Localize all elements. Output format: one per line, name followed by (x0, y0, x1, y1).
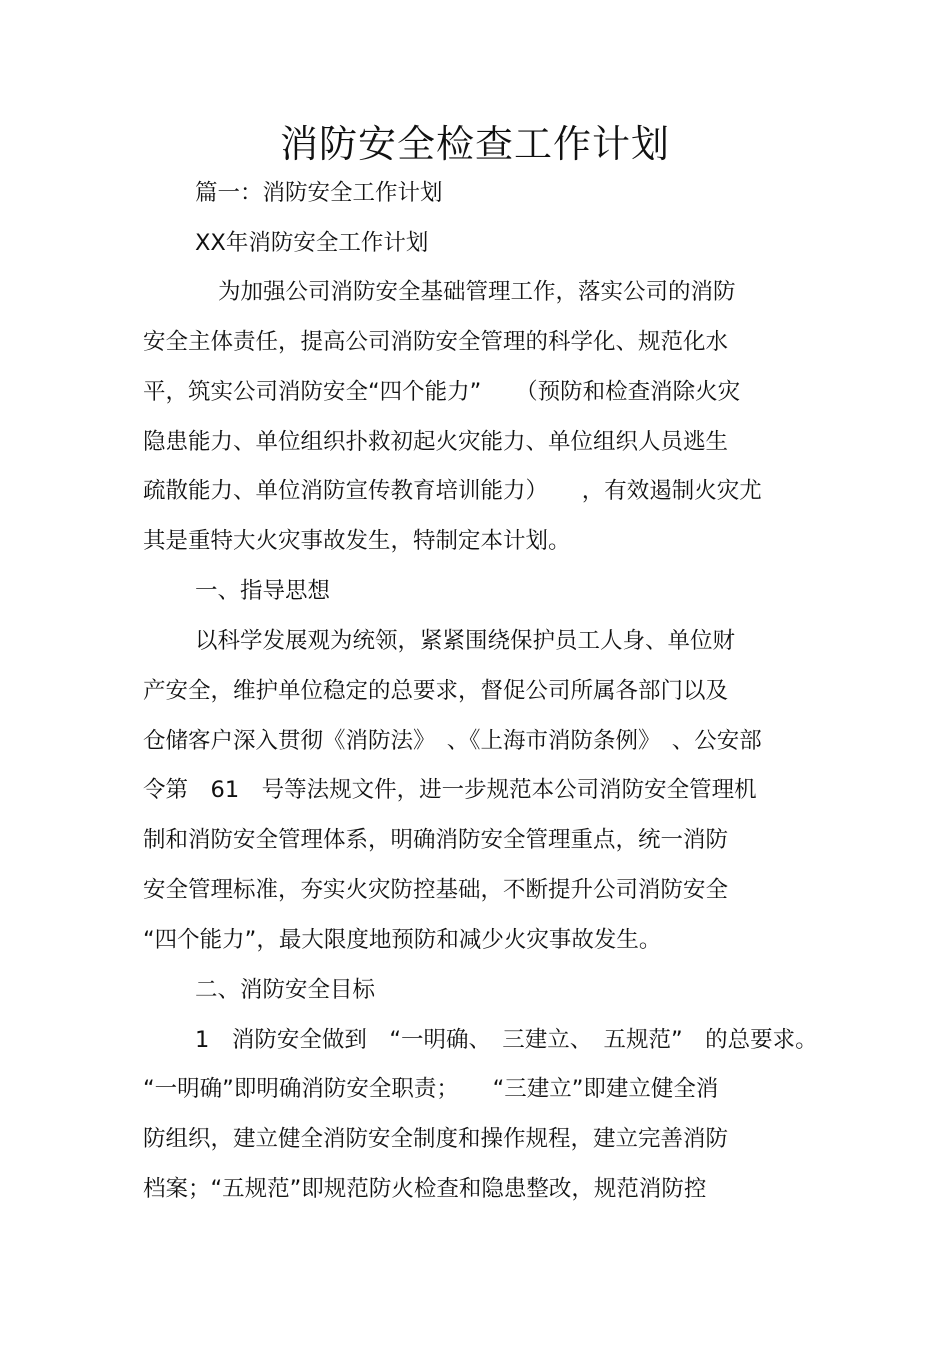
section-heading: 一、指导思想 (195, 578, 331, 604)
text-line: 隐患能力、单位组织扑救初起火灾能力、单位组织人员逃生 (143, 429, 729, 455)
text-line: 防组织，建立健全消防安全制度和操作规程，建立完善消防 (143, 1126, 729, 1152)
text-line: 安全主体责任，提高公司消防安全管理的科学化、规范化水 (143, 329, 729, 355)
text-line: 仓储客户深入贯彻《消防法》 、《上海市消防条例》 、公安部 (143, 728, 762, 754)
text-line: XX年消防安全工作计划 (195, 230, 429, 256)
section-heading: 二、消防安全目标 (195, 977, 376, 1003)
text-line: 安全管理标准，夯实火灾防控基础，不断提升公司消防安全 (143, 877, 729, 903)
text-line: 疏散能力、单位消防宣传教育培训能力） ，有效遏制火灾尤 (143, 478, 762, 504)
text-line: “一明确”即明确消防安全职责； “三建立”即建立健全消 (143, 1076, 719, 1102)
text-line: 令第 61 号等法规文件，进一步规范本公司消防安全管理机 (143, 777, 757, 803)
text-line: 篇一：消防安全工作计划 (195, 180, 443, 206)
text-line: 产安全，维护单位稳定的总要求，督促公司所属各部门以及 (143, 678, 729, 704)
text-line: 其是重特大火灾事故发生，特制定本计划。 (143, 528, 571, 554)
text-line: 平，筑实公司消防安全“四个能力” （预防和检查消除火灾 (143, 379, 741, 405)
text-line: 档案；“五规范”即规范防火检查和隐患整改，规范消防控 (143, 1176, 707, 1202)
document-title: 消防安全检查工作计划 (279, 122, 670, 166)
text-line: 1 消防安全做到 “一明确、 三建立、 五规范” 的总要求。 (195, 1027, 818, 1053)
text-line: 制和消防安全管理体系，明确消防安全管理重点，统一消防 (143, 827, 729, 853)
text-line: 以科学发展观为统领，紧紧围绕保护员工人身、单位财 (195, 628, 736, 654)
text-line: “四个能力”，最大限度地预防和减少火灾事故发生。 (143, 927, 662, 953)
text-line: 为加强公司消防安全基础管理工作，落实公司的消防 (218, 279, 736, 305)
